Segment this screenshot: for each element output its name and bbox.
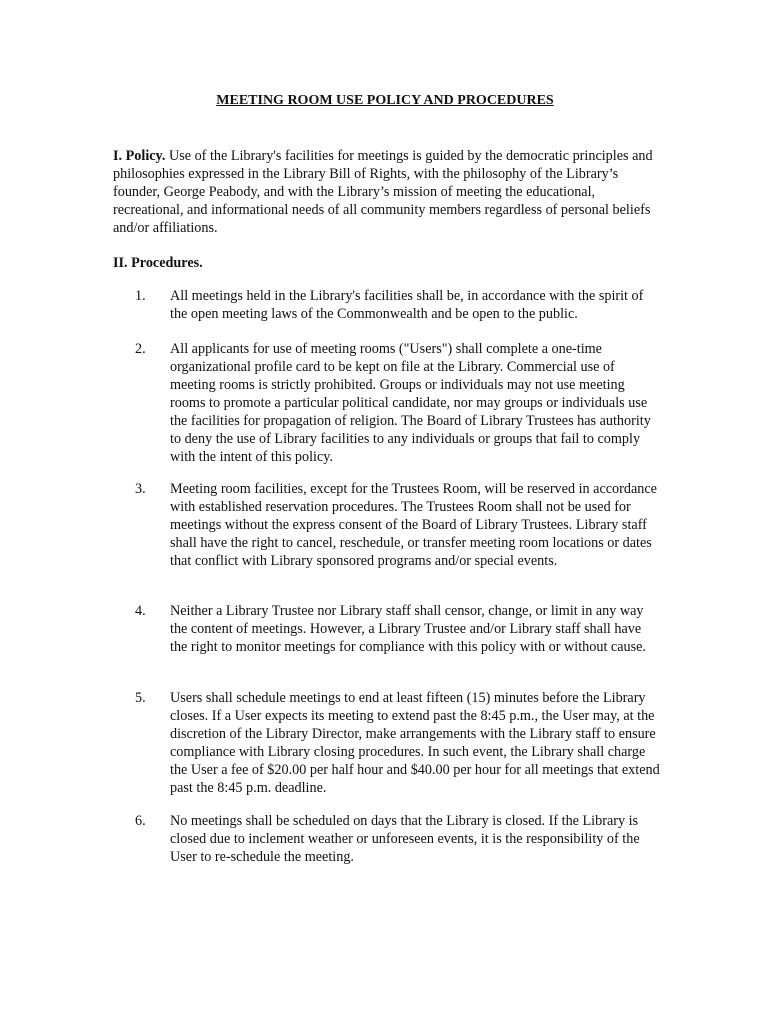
procedure-number: 6. bbox=[135, 813, 146, 829]
procedure-text: Users shall schedule meetings to end at least fifteen (15) minutes before the Library closes. If a User expects its meeting to extend past the 8:45 p.m., the User may, at the discretion of the Library Director, make arrangements with the Library staff to ensure compliance with Library closing procedures. In such event, the Library shall charge the User a fee of $20.00 per half hour and $40.00 per hour for all meetings that extend past the 8:45 p.m. deadline. bbox=[170, 690, 660, 796]
procedure-number: 1. bbox=[135, 288, 146, 304]
document-title: MEETING ROOM USE POLICY AND PROCEDURES bbox=[216, 93, 554, 108]
procedure-text: All meetings held in the Library's facilities shall be, in accordance with the spirit of the open meeting laws of the Commonwealth and be open to the public. bbox=[170, 288, 644, 322]
procedure-text: All applicants for use of meeting rooms ("Users") shall complete a one-time organizational profile card to be kept on file at the Library. Commercial use of meeting rooms is strictly prohibited. Groups or individuals may not use meeting rooms to promote a particular political candidate, nor may groups or individuals use the facilities for propagation of religion. The Board of Library Trustees has authority to deny the use of Library facilities to any individuals or groups that fail to comply with the intent of this policy. bbox=[170, 341, 651, 465]
policy-heading: I. Policy. bbox=[113, 148, 166, 164]
procedure-text: Meeting room facilities, except for the Trustees Room, will be reserved in accordance with established reservation procedures. The Trustees Room shall not be used for meetings without the express consent of the Board of Library Trustees. Library staff shall have the right to cancel, reschedule, or transfer meeting room locations or dates that conflict with Library sponsored programs and/or special events. bbox=[170, 481, 657, 569]
policy-text: Use of the Library's facilities for meetings is guided by the democratic principles and philosophies expressed in the Library Bill of Rights, with the philosophy of the Library’s founder, George Peabody, and with the Library’s mission of meeting the educational, recreational, and informational needs of all community members regardless of personal beliefs and/or affiliations. bbox=[113, 148, 653, 236]
procedures-heading: II. Procedures. bbox=[113, 255, 203, 271]
procedure-number: 4. bbox=[135, 603, 146, 619]
procedure-text: Neither a Library Trustee nor Library staff shall censor, change, or limit in any way the content of meetings. However, a Library Trustee and/or Library staff shall have the right to monitor meetings for compliance with this policy with or without cause. bbox=[170, 603, 646, 655]
procedure-number: 3. bbox=[135, 481, 146, 497]
procedure-text: No meetings shall be scheduled on days that the Library is closed. If the Library is closed due to inclement weather or unforeseen events, it is the responsibility of the User to re-schedule the meeting. bbox=[170, 813, 640, 865]
procedure-number: 5. bbox=[135, 690, 146, 706]
policy-section bbox=[113, 147, 658, 237]
procedure-number: 2. bbox=[135, 341, 146, 357]
